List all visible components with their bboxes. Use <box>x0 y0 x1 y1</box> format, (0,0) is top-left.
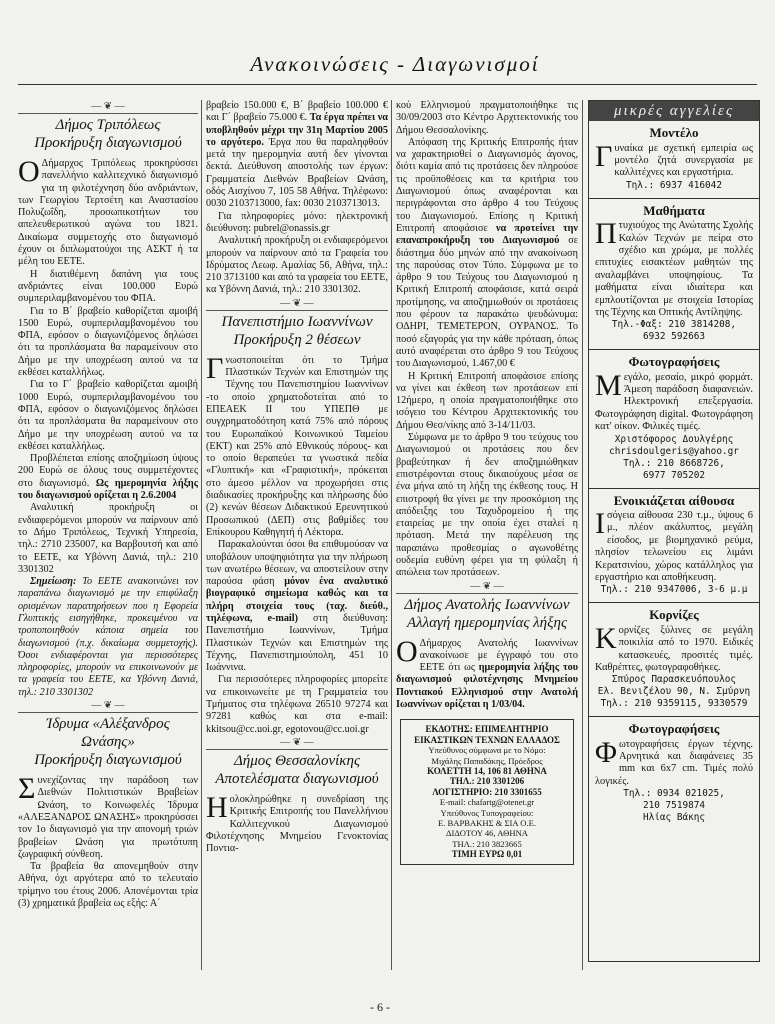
ad-phone: Τηλ.: 210 8668726, <box>623 457 725 469</box>
article-paragraph: βραβείο 150.000 €, Β΄ βραβείο 100.000 € και Γ΄ βραβείο 75.000 €. Τα έργα πρέπει να υποβληθούν μέχρι την 31η Μαρτίου 2005 το αργότερο. Έργα που θα παραληφθούν μετά την ημερομηνία αυτή δεν γίνονται δεκτά. Διεύθυνση αποστολής των έργων: Γραμματεία Διεθνών Βραβείων Ωνάση, οδός Αισχίνου 7, 105 58 Αθήνα. Τηλέφωνο: 0030 2103713000, fax: 0030 2103713013. <box>206 100 388 210</box>
ornament-icon: — ❦ — <box>91 700 125 712</box>
article-paragraph: Απόφαση της Κριτικής Επιτροπής ήταν να χαρακτηρισθεί ο Διαγωνισμός άγονος, διότι καμία από τις προτάσεις δεν πληρούσε τις προϋποθέσεις και τα κριτήρια του Διαγωνισμού όπως αναφέρονται και περιγράφονται στο άρθρο 4 του Τεύχους του Διαγωνισμού. Επίσης η Κριτική Επιτροπή αποφάσισε να προτείνει την επαναπροκήρυξη του Διαγωνισμού σε διάστημα δύο μηνών από την ανακοίνωση της παρούσας στον Τύπο. Σύμφωνα με το άρθρο 9 του Τεύχους του Διαγωνισμού η Κριτική Επιτροπή αποφάσισε, κατά σειρά προτίμησης, να αποζημιωθούν οι προτάσεις που φέρουν τα παρακάτω ψευδώνυμα: ΟΔΗΡΙ, ΤΕΜΕΤΕΡΟΝ, ΟΥΡΑΝΟΣ. Το ποσό εξαγοράς για την κάθε πρόταση, όπως αυτό αναφέρεται στο άρθρο 9 του Τεύχους του Διαγωνισμού, 1.467,00 € <box>396 136 578 370</box>
ornament-icon: — ❦ — <box>280 297 314 309</box>
ad-contact-name: Ηλίας Βάκης <box>642 812 706 824</box>
ad-text: Κορνίζες ξύλινες σε μεγάλη ποικιλία από το 1970. Ειδικές κατασκευές, προσιτές τιμές. Καθρέπτες, φωτογραφοθήκες. <box>595 621 753 673</box>
article-paragraph: Ο Δήμαρχος Ανατολής Ιωαννίνων ανακοίνωσε με έγγραφό του στο ΕΕΤΕ ότι ως ημερομηνία λήξης του διαγωνισμού φιλοτέχνησης Μνημείου Ποντιακού Ελληνισμού στην Ανατολή Ιωαννίνων ορίζεται η 1/03/04. <box>396 634 578 711</box>
article-paragraph: Συνεχίζοντας την παράδοση των Διεθνών Πολιτιστικών Βραβείων Ωνάση, το Κοινωφελές Ίδρυμα «ΑΛΕΞΑΝΔΡΟΣ ΩΝΑΣΗΣ» προκηρύσσει τον 1ο διαγωνισμό για την απονομή τριών βραβείων Ωνάση για πρωτότυπη ζωγραφική σύνθεση. <box>18 772 198 860</box>
article-paragraph: Ο Δήμαρχος Τριπόλεως προκηρύσσει πανελλήνιο καλλιτεχνικό διαγωνισμό για τη φιλοτέχνηση δύο ανδριάντων, των Γεωργίου Τερτσέτη και Αναστασίου Πολυζωΐδη, προσωπικοτήτων του απελευθερωτικού αγώνα του 1821. Δικαίωμα συμμετοχής στο διαγωνισμό έχουν οι διπλωματούχοι της ΑΣΚΤ ή τα μέλη του ΕΕΤΕ. <box>18 155 198 268</box>
publisher-info-box: ΕΚΔΟΤΗΣ: ΕΠΙΜΕΛΗΤΗΡΙΟ ΕΙΚΑΣΤΙΚΩΝ ΤΕΧΝΩΝ ΕΛΛΑΔΟΣ Υπεύθυνος σύμφωνα με το Νόμο: Μιχάλης Παπαδάκης, Πρόεδρος ΚΟΛΕΤΤΗ 14, 106 81 ΑΘΗΝΑ ΤΗΛ.: 210 3301206 ΛΟΓΙΣΤΗΡΙΟ: 210 3301655 E-mail: chafartg@otenet.gr Υπεύθυνος Τυπογραφείου: Ε. ΒΑΡΒΑΚΗΣ & ΣΙΑ Ο.Ε. ΔΙΔΟΤΟΥ 46, ΑΘΗΝΑ ΤΗΛ.: 210 3823665 ΤΙΜΗ ΕΥΡΩ 0,01 <box>400 719 574 864</box>
ad-title: Ενοικιάζεται αίθουσα <box>613 492 735 508</box>
article-paragraph: Σύμφωνα με το άρθρο 9 του τεύχους του Διαγωνισμού οι προτάσεις που δεν βραβεύτηκαν ή δεν αποζημιώθηκαν επιστρέφονται στους δικαιούχους μέσα σε ένα μήνα από τη λήξη της έκθεσης τους. Η επιστροφή θα γίνει με την προσκόμιση της απόδειξης του Ταχυδρομείου ή της εταιρείας με την οποία έχει σταλεί η πρόταση. Μετά την παρέλευση της παραπάνω προθεσμίας ο αγωνοθέτης ουδεμία ευθύνη φέρει για τη φύλαξη ή απώλεια των προτάσεων. <box>396 432 578 579</box>
article-paragraph: κού Ελληνισμού πραγματοποιήθηκε τις 30/09/2003 στο Κέντρο Αρχιτεκτονικής του Δήμου Θεσσαλονίκης. <box>396 100 578 136</box>
header-rule <box>18 84 757 85</box>
column-1 <box>18 100 198 970</box>
ad-text: Μεγάλο, μεσαίο, μικρό φορμάτ. Άμεση παράδοση διαφανειών. Ηλεκτρονική επεξεργασία. Φωτογράφηση digital. Φωτογράφηση κατ' οίκον. Φιλικές τιμές. <box>595 368 753 433</box>
article-paragraph: Ηολοκληρώθηκε η συνεδρίαση της Κριτικής Επιτροπής του Πανελλήνιου Καλλιτεχνικού Διαγωνισμού Φιλοτέχνησης Μνημείου Γενοκτονίας Ποντια- <box>206 790 388 855</box>
ornament-icon: — ❦ — <box>91 101 125 112</box>
ad-phone: Τηλ.: 6937 416042 <box>626 179 722 191</box>
column-divider <box>201 100 202 970</box>
drop-cap: Φ <box>595 735 617 769</box>
page-header-title: Ανακοινώσεις - Διαγωνισμοί <box>250 52 540 76</box>
classified-ads-column <box>588 100 760 962</box>
article-paragraph: Για το Γ΄ βραβείο καθορίζεται αμοιβή 1000 Ευρώ, συμπεριλαμβανομένου του ΦΠΑ, εφόσον ο διαγωνιζόμενος δηλώσει ότι τα προπλάσματα θα παραμείνουν στο Δήμο με την υποχρέωση αυτού να τα εκθέσει καταλλήλως. <box>18 379 198 452</box>
drop-cap: Κ <box>595 621 617 655</box>
ad-title: Κορνίζες <box>649 607 699 623</box>
ornament-icon: — ❦ — <box>280 736 314 748</box>
article-paragraph: Παρακαλούνται όσοι θα επιθυμούσαν να υποβάλουν υποψηφιότητα για την πλήρωση των ανωτέρω θέσεων, να αποστείλουν στην παρούσα φάση μόνον ένα αναλυτικό βιογραφικό σημείωμα καθώς και τα πλήρη στοιχεία τους (ταχ. διεύθ., τηλέφωνα, e-mail) στη διεύθυνση: Πανεπιστήμιο Ιωαννίνων, Τμήμα Πλαστικών Τεχνών και Επιστημών της Τέχνης, Πανεπιστημιούπολη, 451 10 Ιωάννινα. <box>206 539 388 674</box>
ad-text: Φωτογραφήσεις έργων τέχνης. Αρνητικά και διαφάνειες 35 mm και 6x7 cm. Τιμές πολύ λογικές. <box>595 735 753 787</box>
drop-cap: Γ <box>206 351 224 385</box>
ad-phone: Τηλ.: 210 9347006, 3-6 μ.μ <box>600 584 748 596</box>
article-paragraph: Αναλυτική προκήρυξη οι ενδιαφερόμενοι μπορούν να παίρνουν από το Δήμο Τριπόλεως, Τεχνική Υπηρεσία, τηλ.: 2710 235007, κα Βαρβουτσή και από το ΕΕΤΕ, κα Υβόννη Δανιά, τηλ.: 210 3301302 <box>18 502 198 575</box>
drop-cap: Ο <box>18 155 40 188</box>
drop-cap: Σ <box>18 772 36 806</box>
ad-title: Φωτογραφήσεις <box>628 354 720 370</box>
drop-cap: Γ <box>595 139 613 173</box>
ad-separator <box>589 488 759 489</box>
ad-address: Ελ. Βενιζέλου 90, Ν. Σμύρνη <box>597 686 751 698</box>
ad-phone: Τηλ.: 210 9359115, 9330579 <box>600 698 748 710</box>
ad-text: Πτυχιούχος της Ανώτατης Σχολής Καλών Τεχνών με πείρα στο σχέδιο και χρώμα, με πολλές επιτυχίες εισακτέων μαθητών της αναλαμβάνει υποψηφίους. Τα μαθήματα είναι ιδιαίτερα και εμπλουτίζονται με στοιχεία Ιστορίας της Τέχνης και Οπτικής Αντίληψης. <box>595 217 753 318</box>
column-2 <box>206 100 388 970</box>
article-paragraph: Για το Β΄ βραβείο καθορίζεται αμοιβή 1500 Ευρώ, συμπεριλαμβανομένου του ΦΠΑ, εφόσον ο διαγωνιζόμενος δηλώσει ότι τα προπλάσματα θα παραμείνουν στο Δήμο με την υποχρέωση αυτού να τα εκθέσει καταλλήλως. <box>18 305 198 379</box>
article-title-tripoli: Δήμος Τριπόλεως Προκήρυξη διαγωνισμού <box>18 113 198 152</box>
article-title-onassis: Ίδρυμα «Αλέξανδρος Ωνάσης» Προκήρυξη διαγωνισμού <box>18 712 198 769</box>
ad-title: Φωτογραφήσεις <box>628 721 720 737</box>
drop-cap: Η <box>206 790 228 824</box>
ad-separator <box>589 349 759 350</box>
page-number: - 6 - <box>370 1000 390 1014</box>
column-3 <box>396 100 578 970</box>
column-divider <box>582 100 583 970</box>
ad-separator <box>589 716 759 717</box>
ad-phone: 210 7519874 <box>642 800 706 812</box>
article-title-ioannina-university: Πανεπιστήμιο Ιωαννίνων Προκήρυξη 2 θέσεων <box>206 310 388 349</box>
ad-title: Μαθήματα <box>643 202 705 218</box>
ad-phone: Τηλ.-Φαξ: 210 3814208, <box>611 319 737 331</box>
article-title-anatoli: Δήμος Ανατολής Ιωαννίνων Αλλαγή ημερομηνίας λήξης <box>396 593 578 632</box>
article-paragraph: Για πληροφορίες μόνο: ηλεκτρονική διεύθυνση: pubrel@onassis.gr <box>206 210 388 234</box>
ad-text: Ισόγεια αίθουσα 230 τ.μ., ύψους 6 μ., πλέον ακάλυπτος, μεγάλη είσοδος, με βιομηχανικό ρεύμα, πλησίον τελωνείου εις λιμάνι Κερατσινίου, χώρος κατάλληλος για εργαστήριο και αποθήκευση. <box>595 506 753 584</box>
article-paragraph: Τα βραβεία θα απονεμηθούν στην Αθήνα, όχι αργότερα από το τελευταίο τρίμηνο του έτους 2006. Απονέμονται τρία (3) χρηματικά βραβεία ως εξής: Α΄ <box>18 861 198 910</box>
article-paragraph: Γνωστοποιείται ότι το Τμήμα Πλαστικών Τεχνών και Επιστημών της Τέχνης του Πανεπιστημίου Ιωαννίνων -το οποίο χρηματοδοτείται από το ΕΠΕΑΕΚ ΙΙ του ΥΠΕΠΘ με συγχρηματοδότηση κατά 75% από πόρους του Ευρωπαϊκού Κοινωνικού Ταμείου (ΕΚΤ) και 25% από Εθνικούς πόρους- και το οποίο θεραπεύει τα γνωστικά πεδία «Γλυπτική» και «Γραφιστική», πρόκειται στο άμεσο μέλλον να προχωρήσει στις διαδικασίες προκήρυξης και πλήρωσης δύο (2) κενών θέσεων Διδακτικού Ερευνητικού Προσωπικού (ΔΕΠ) στις βαθμίδες του Επίκουρου Καθηγητή ή Λέκτορα. <box>206 351 388 538</box>
article-paragraph: Προβλέπεται επίσης αποζημίωση ύψους 200 Ευρώ σε όλους τους συμμετέχοντες στο διαγωνισμό. Ως ημερομηνία λήξης του διαγωνισμού ορίζεται η 2.6.2004 <box>18 453 198 502</box>
ad-title: Μοντέλο <box>649 125 699 141</box>
drop-cap: Ι <box>595 506 605 540</box>
ad-separator <box>589 198 759 199</box>
ad-phone: 6977 705202 <box>642 469 706 481</box>
drop-cap: Μ <box>595 368 622 402</box>
article-paragraph: Η Κριτική Επιτροπή αποφάσισε επίσης να γίνει και έκθεση των προτάσεων επί 12ήμερο, η οποία πραγματοποιήθηκε στο ισόγειο του Κέντρου Αρχιτεκτονικής του Δήμου Θεσ/νίκης από 3-14/11/03. <box>396 370 578 431</box>
article-paragraph: Αναλυτική προκήρυξη οι ενδιαφερόμενοι μπορούν να παίρνουν από τα Γραφεία του Ιδρύματος Λεωφ. Αμαλίας 56, Αθήνα, τηλ.: 210 3713100 και από τα γραφεία του ΕΕΤΕ, κα Υβόννη Δανιά, τηλ.: 210 3301302. <box>206 235 388 296</box>
ad-phone: 6932 592663 <box>642 331 706 343</box>
drop-cap: Ο <box>396 634 418 668</box>
ad-text: Γυναίκα με σχετική εμπειρία ως μοντέλο ζητά συνεργασία με καλλιτέχνες και εργαστήρια. <box>595 139 753 179</box>
article-paragraph: Η διατιθέμενη δαπάνη για τους ανδριάντες είναι 100.000 Ευρώ συμπεριλαμβανομένου του ΦΠΑ. <box>18 268 198 305</box>
ad-contact-name: Σπύρος Παρασκευόπουλος <box>611 674 737 686</box>
ad-email: chrisdoulgeris@yahoo.gr <box>609 445 739 457</box>
article-paragraph: Για περισσότερες πληροφορίες μπορείτε να επικοινωνείτε με τη Γραμματεία του Τμήματος στα τηλέφωνα 26510 97274 και 97281 καθώς και στα e-mail: kkitsou@cc.uoi.gr, egotovou@cc.uoi.gr <box>206 674 388 735</box>
article-note: Σημείωση: Το ΕΕΤΕ ανακοινώνει τον παραπάνω διαγωνισμό με την επιφύλαξη ορισμένων παρατηρήσεων που η Εφορεία Γλυπτικής εισηγήθηκε, προκειμένου να τροποποιηθούν κάποια σημεία του διαγωνισμού (π.χ. δικαίωμα συμμετοχής). Όσοι ενδιαφέρονται για περισσότερες πληροφορίες, μπορούν να επικοινωνούν με τα γραφεία του ΕΕΤΕ, κα Υβόννη Δανιά, τηλ.: 210 3301302 <box>18 576 198 698</box>
article-title-thessaloniki: Δήμος Θεσσαλονίκης Αποτελέσματα διαγωνισμού <box>206 749 388 788</box>
column-divider <box>391 100 392 970</box>
ornament-icon: — ❦ — <box>470 580 504 592</box>
ad-phone: Τηλ.: 0934 021025, <box>623 788 725 800</box>
ad-separator <box>589 602 759 603</box>
classified-ads-header: μικρές αγγελίες <box>589 101 759 121</box>
ad-contact-name: Χριστόφορος Δουλγέρης <box>614 433 734 445</box>
drop-cap: Π <box>595 217 617 251</box>
